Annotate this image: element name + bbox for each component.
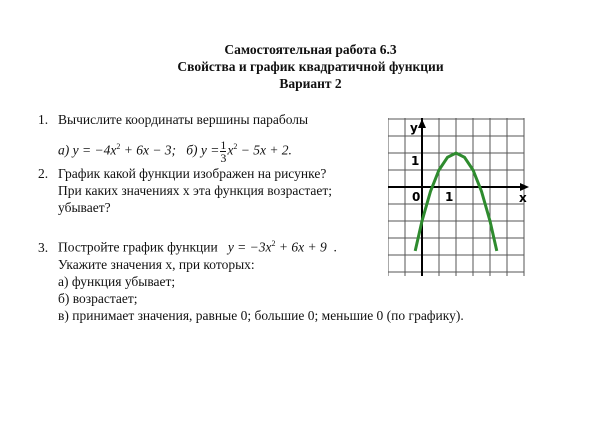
formula-dot: . xyxy=(333,239,337,255)
formula-b-y: y = xyxy=(200,142,220,158)
formula-rest: + 6x + 9 xyxy=(275,239,327,255)
task-item-b: б) возрастает; xyxy=(58,290,138,306)
x-axis-label: x xyxy=(519,191,527,205)
page-title: Самостоятельная работа 6.3 xyxy=(224,42,397,57)
fraction-denominator: 3 xyxy=(220,150,227,165)
axes xyxy=(388,118,529,276)
task-item-a: а) функция убывает; xyxy=(58,273,176,289)
task-text: График какой функции изображен на рисунке? xyxy=(58,166,327,181)
y-axis-arrow xyxy=(418,119,426,128)
formula-a: y = −4x xyxy=(72,142,117,158)
page-subtitle: Свойства и график квадратичной функции xyxy=(177,59,444,74)
formula-b-rest: − 5x + 2. xyxy=(237,142,292,158)
task-text: При каких значениях x эта функция возрастает; xyxy=(58,183,333,198)
task-text: убывает? xyxy=(58,200,111,215)
parabola-graph xyxy=(388,118,533,278)
formula-a-label: а) xyxy=(58,142,70,158)
task-3: 3. Постройте график функции $y = -3x^2 + 6x + 9$ . Укажите значения x, при которых: а) функция убывает; б) возрастает; в) принимает значения, равные 0; большие 0; меньшие 0 (по графику). xyxy=(38,239,464,323)
fraction xyxy=(220,139,226,164)
y-axis-label: y xyxy=(410,121,418,135)
formula-b-x: x xyxy=(227,142,234,158)
fraction-numerator: 1 xyxy=(220,137,227,152)
formula-b-label: б) xyxy=(186,142,198,158)
unit-x-label: 1 xyxy=(445,190,454,204)
task-number: 1. xyxy=(38,112,49,127)
task-text: Вычислите координаты вершины параболы xyxy=(58,112,309,127)
task-item-c: в) принимает значения, равные 0; большие 0; меньшие 0 (по графику). xyxy=(58,307,464,323)
task-number: 2. xyxy=(38,166,49,181)
formula-a-rest: + 6x − 3; xyxy=(120,142,177,158)
unit-y-label: 1 xyxy=(411,154,420,168)
header xyxy=(0,41,599,92)
task-text: Постройте график функции xyxy=(58,239,218,255)
task-number: 3. xyxy=(38,239,49,255)
variant-label: Вариант 2 xyxy=(279,76,342,91)
origin-label: 0 xyxy=(412,190,421,204)
grid xyxy=(388,118,524,276)
formula: y = −3x xyxy=(227,239,272,255)
task-1 xyxy=(38,111,309,165)
task-1-formulas: а) $y = -4x^2 + 6x - 3$; б) y = $\frac{1}{3}$ $x^2 - 5x + 2$. xyxy=(58,137,292,165)
task-text: Укажите значения x, при которых: xyxy=(58,256,255,272)
task-2 xyxy=(38,165,332,216)
